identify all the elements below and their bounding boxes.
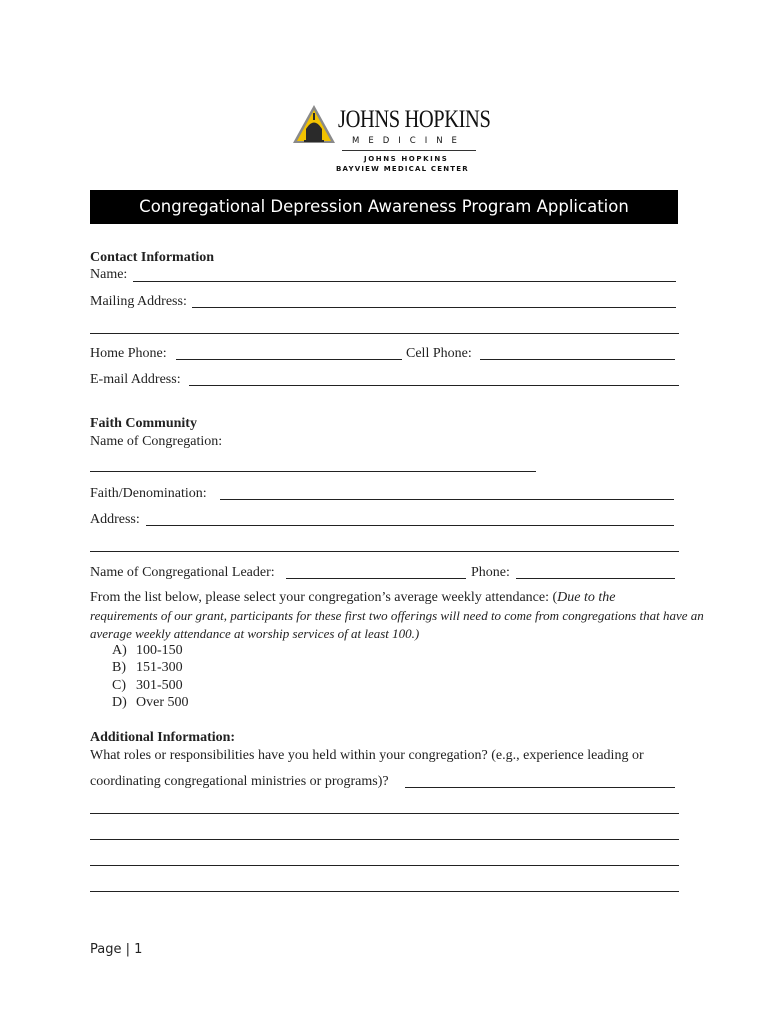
logo-sub-line-2: BAYVIEW MEDICAL CENTER bbox=[336, 165, 469, 173]
faith-address-field[interactable] bbox=[146, 525, 674, 526]
attendance-prompt: From the list below, please select your congregation’s average weekly attendance: (Due to the bbox=[90, 590, 616, 605]
faith-heading: Faith Community bbox=[90, 416, 197, 431]
denomination-label: Faith/Denomination: bbox=[90, 486, 207, 501]
roles-answer-line-4[interactable] bbox=[90, 865, 679, 866]
home-phone-label: Home Phone: bbox=[90, 346, 167, 361]
mailing-address-field[interactable] bbox=[192, 307, 676, 308]
additional-heading: Additional Information: bbox=[90, 730, 236, 745]
mailing-address-label: Mailing Address: bbox=[90, 294, 187, 309]
home-phone-field[interactable] bbox=[176, 359, 402, 360]
mailing-address-field-2[interactable] bbox=[90, 333, 679, 334]
roles-answer-field[interactable] bbox=[405, 787, 675, 788]
contact-heading: Contact Information bbox=[90, 250, 215, 265]
attendance-note-line-3: average weekly attendance at worship services of at least 100.) bbox=[90, 626, 420, 641]
logo-wordmark: JOHNS HOPKINS bbox=[338, 106, 491, 133]
page-number: Page | 1 bbox=[90, 942, 143, 957]
logo-medicine: MEDICINE bbox=[352, 136, 466, 146]
logo-sub-line-1: JOHNS HOPKINS bbox=[364, 155, 449, 163]
faith-address-field-2[interactable] bbox=[90, 551, 679, 552]
roles-answer-line-2[interactable] bbox=[90, 813, 679, 814]
cell-phone-field[interactable] bbox=[480, 359, 675, 360]
leader-phone-label: Phone: bbox=[471, 565, 510, 580]
attendance-option-c[interactable]: C) 301-500 bbox=[112, 678, 183, 693]
congregation-field[interactable] bbox=[90, 471, 536, 472]
cell-phone-label: Cell Phone: bbox=[406, 346, 472, 361]
johns-hopkins-logo bbox=[292, 104, 491, 176]
dome-shield-icon bbox=[292, 104, 336, 148]
attendance-option-b[interactable]: B) 151-300 bbox=[112, 660, 183, 675]
roles-question-line-1: What roles or responsibilities have you held within your congregation? (e.g., experience leading or bbox=[90, 748, 644, 763]
denomination-field[interactable] bbox=[220, 499, 674, 500]
attendance-option-a[interactable]: A) 100-150 bbox=[112, 643, 183, 658]
leader-field[interactable] bbox=[286, 578, 466, 579]
roles-answer-line-5[interactable] bbox=[90, 891, 679, 892]
roles-question-line-2: coordinating congregational ministries or programs)? bbox=[90, 774, 389, 789]
leader-phone-field[interactable] bbox=[516, 578, 675, 579]
roles-answer-line-3[interactable] bbox=[90, 839, 679, 840]
attendance-option-d[interactable]: D) Over 500 bbox=[112, 695, 189, 710]
congregation-label: Name of Congregation: bbox=[90, 434, 223, 449]
attendance-note-line-2: requirements of our grant, participants for these first two offerings will need to come from congregations that have an bbox=[90, 608, 704, 623]
logo-divider bbox=[342, 150, 476, 151]
page-title: Congregational Depression Awareness Program Application bbox=[90, 190, 678, 224]
leader-label: Name of Congregational Leader: bbox=[90, 565, 275, 580]
name-label: Name: bbox=[90, 267, 128, 282]
email-label: E-mail Address: bbox=[90, 372, 181, 387]
name-field[interactable] bbox=[133, 281, 676, 282]
faith-address-label: Address: bbox=[90, 512, 140, 527]
email-field[interactable] bbox=[189, 385, 679, 386]
